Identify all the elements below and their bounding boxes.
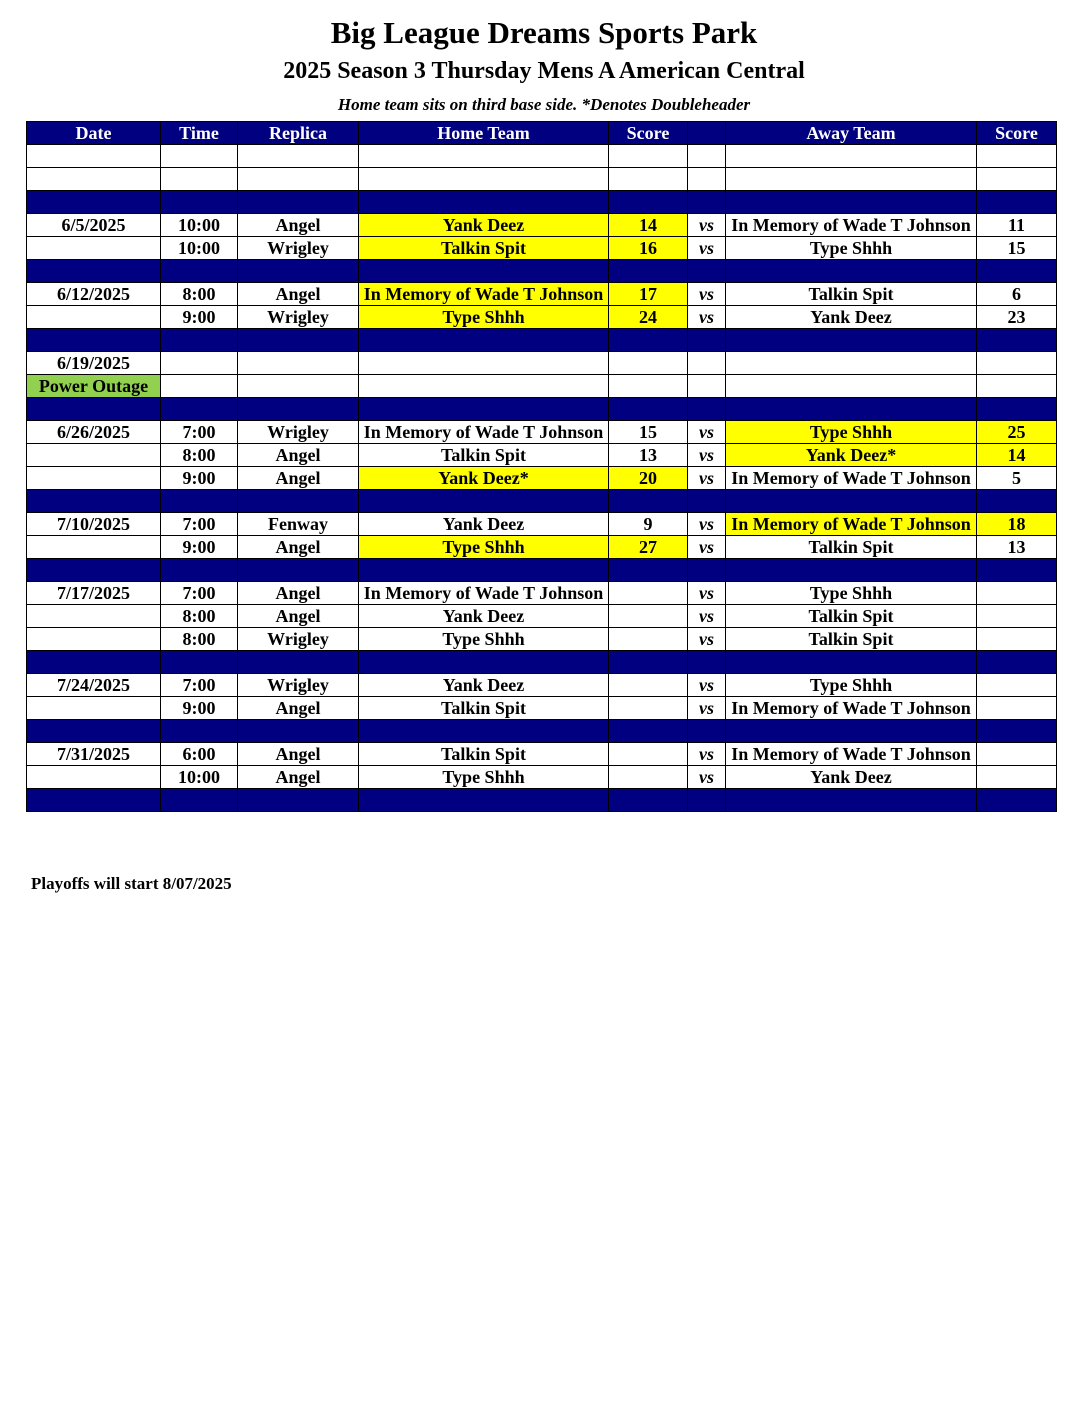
away-score-cell (977, 628, 1057, 651)
away-team-cell (726, 789, 977, 812)
home-team-cell: In Memory of Wade T Johnson (359, 421, 609, 444)
date-cell (27, 628, 161, 651)
away-team-cell (726, 168, 977, 191)
vs-cell (688, 260, 726, 283)
home-score-cell: 9 (609, 513, 688, 536)
home-team-cell (359, 191, 609, 214)
col-header-time: Time (161, 122, 238, 145)
vs-cell (688, 352, 726, 375)
home-team-cell: In Memory of Wade T Johnson (359, 283, 609, 306)
home-score-cell: 16 (609, 237, 688, 260)
vs-cell (688, 168, 726, 191)
table-row (27, 421, 1057, 444)
table-row (27, 237, 1057, 260)
home-team-cell (359, 260, 609, 283)
replica-cell: Angel (238, 214, 359, 237)
col-header-replica: Replica (238, 122, 359, 145)
home-score-cell (609, 628, 688, 651)
table-row (27, 743, 1057, 766)
away-team-cell: In Memory of Wade T Johnson (726, 214, 977, 237)
time-cell: 10:00 (161, 237, 238, 260)
table-row (27, 582, 1057, 605)
away-score-cell (977, 352, 1057, 375)
away-score-cell (977, 168, 1057, 191)
date-cell: 7/24/2025 (27, 674, 161, 697)
replica-cell: Angel (238, 467, 359, 490)
col-header-date: Date (27, 122, 161, 145)
date-cell (27, 145, 161, 168)
date-cell (27, 168, 161, 191)
away-team-cell: Yank Deez (726, 766, 977, 789)
home-score-cell: 20 (609, 467, 688, 490)
table-row (27, 536, 1057, 559)
col-header-away-score: Score (977, 122, 1057, 145)
home-score-cell (609, 743, 688, 766)
vs-cell (688, 329, 726, 352)
home-score-cell (609, 191, 688, 214)
replica-cell: Wrigley (238, 421, 359, 444)
time-cell (161, 375, 238, 398)
away-score-cell: 23 (977, 306, 1057, 329)
col-header-vs (688, 122, 726, 145)
home-team-cell: Talkin Spit (359, 697, 609, 720)
time-cell (161, 398, 238, 421)
date-cell: 6/12/2025 (27, 283, 161, 306)
col-header-home-score: Score (609, 122, 688, 145)
date-cell: 7/17/2025 (27, 582, 161, 605)
vs-cell: vs (688, 628, 726, 651)
home-score-cell (609, 697, 688, 720)
vs-cell (688, 720, 726, 743)
table-row (27, 375, 1057, 398)
home-team-cell (359, 352, 609, 375)
time-cell (161, 145, 238, 168)
home-team-cell: Type Shhh (359, 536, 609, 559)
schedule-note: Home team sits on third base side. *Denotes Doubleheader (337, 95, 751, 114)
home-team-cell (359, 651, 609, 674)
vs-cell (688, 651, 726, 674)
replica-cell: Wrigley (238, 628, 359, 651)
vs-cell: vs (688, 214, 726, 237)
away-score-cell: 14 (977, 444, 1057, 467)
table-row (27, 674, 1057, 697)
vs-cell: vs (688, 697, 726, 720)
vs-cell: vs (688, 605, 726, 628)
time-cell (161, 789, 238, 812)
table-row (27, 444, 1057, 467)
away-team-cell (726, 398, 977, 421)
schedule-body (27, 145, 1057, 812)
away-score-cell (977, 766, 1057, 789)
away-score-cell: 13 (977, 536, 1057, 559)
time-cell: 7:00 (161, 513, 238, 536)
replica-cell (238, 490, 359, 513)
replica-cell: Angel (238, 605, 359, 628)
home-score-cell (609, 168, 688, 191)
time-cell (161, 490, 238, 513)
date-cell (27, 766, 161, 789)
home-team-cell: Type Shhh (359, 766, 609, 789)
away-score-cell (977, 582, 1057, 605)
away-score-cell (977, 490, 1057, 513)
table-row (27, 605, 1057, 628)
away-score-cell (977, 375, 1057, 398)
vs-cell (688, 490, 726, 513)
vs-cell: vs (688, 421, 726, 444)
away-score-cell (977, 651, 1057, 674)
date-cell (27, 398, 161, 421)
home-team-cell: Talkin Spit (359, 743, 609, 766)
time-cell: 7:00 (161, 582, 238, 605)
away-team-cell (726, 260, 977, 283)
home-team-cell: Talkin Spit (359, 444, 609, 467)
vs-cell (688, 398, 726, 421)
vs-cell: vs (688, 306, 726, 329)
away-score-cell: 11 (977, 214, 1057, 237)
time-cell: 9:00 (161, 467, 238, 490)
replica-cell: Angel (238, 766, 359, 789)
vs-cell: vs (688, 582, 726, 605)
date-cell: 7/31/2025 (27, 743, 161, 766)
vs-cell (688, 375, 726, 398)
date-cell (27, 444, 161, 467)
home-score-cell (609, 582, 688, 605)
time-cell: 9:00 (161, 697, 238, 720)
time-cell (161, 651, 238, 674)
table-row (27, 628, 1057, 651)
away-team-cell: In Memory of Wade T Johnson (726, 513, 977, 536)
vs-cell: vs (688, 674, 726, 697)
home-score-cell: 24 (609, 306, 688, 329)
header-row (27, 122, 1057, 145)
time-cell: 7:00 (161, 674, 238, 697)
vs-cell: vs (688, 237, 726, 260)
away-score-cell (977, 674, 1057, 697)
date-cell (27, 605, 161, 628)
time-cell (161, 720, 238, 743)
home-score-cell (609, 559, 688, 582)
away-team-cell (726, 329, 977, 352)
away-team-cell: Type Shhh (726, 421, 977, 444)
separator-row (27, 490, 1057, 513)
away-team-cell (726, 559, 977, 582)
date-cell (27, 559, 161, 582)
home-score-cell: 15 (609, 421, 688, 444)
time-cell (161, 168, 238, 191)
home-score-cell (609, 490, 688, 513)
home-score-cell: 13 (609, 444, 688, 467)
col-header-away-team: Away Team (726, 122, 977, 145)
replica-cell (238, 789, 359, 812)
away-score-cell (977, 398, 1057, 421)
separator-row (27, 398, 1057, 421)
schedule-table (26, 121, 1057, 812)
separator-row (27, 789, 1057, 812)
home-team-cell (359, 490, 609, 513)
replica-cell (238, 375, 359, 398)
home-score-cell (609, 145, 688, 168)
away-team-cell (726, 651, 977, 674)
home-score-cell (609, 260, 688, 283)
time-cell: 6:00 (161, 743, 238, 766)
away-score-cell: 18 (977, 513, 1057, 536)
time-cell: 7:00 (161, 421, 238, 444)
date-cell (27, 306, 161, 329)
replica-cell: Wrigley (238, 237, 359, 260)
date-cell (27, 536, 161, 559)
replica-cell: Angel (238, 743, 359, 766)
playoffs-note: Playoffs will start 8/07/2025 (31, 874, 232, 893)
date-cell: 6/26/2025 (27, 421, 161, 444)
replica-cell: Angel (238, 697, 359, 720)
away-score-cell (977, 329, 1057, 352)
replica-cell: Fenway (238, 513, 359, 536)
home-score-cell: 14 (609, 214, 688, 237)
home-score-cell (609, 375, 688, 398)
away-score-cell (977, 191, 1057, 214)
time-cell: 8:00 (161, 605, 238, 628)
away-team-cell (726, 375, 977, 398)
date-cell (27, 237, 161, 260)
vs-cell: vs (688, 766, 726, 789)
time-cell: 9:00 (161, 306, 238, 329)
vs-cell: vs (688, 536, 726, 559)
replica-cell: Angel (238, 582, 359, 605)
replica-cell (238, 145, 359, 168)
page-title: Big League Dreams Sports Park (330, 15, 758, 50)
date-cell (27, 191, 161, 214)
replica-cell (238, 398, 359, 421)
home-team-cell: Type Shhh (359, 306, 609, 329)
replica-cell (238, 260, 359, 283)
separator-row (27, 329, 1057, 352)
replica-cell: Angel (238, 444, 359, 467)
away-score-cell (977, 559, 1057, 582)
home-score-cell (609, 352, 688, 375)
time-cell: 10:00 (161, 214, 238, 237)
replica-cell (238, 329, 359, 352)
away-score-cell (977, 697, 1057, 720)
vs-cell (688, 789, 726, 812)
table-row (27, 306, 1057, 329)
home-team-cell (359, 720, 609, 743)
separator-row (27, 559, 1057, 582)
home-score-cell (609, 398, 688, 421)
away-team-cell (726, 191, 977, 214)
date-cell: 6/5/2025 (27, 214, 161, 237)
home-team-cell: Yank Deez (359, 513, 609, 536)
away-team-cell (726, 352, 977, 375)
away-score-cell (977, 605, 1057, 628)
table-row (27, 352, 1057, 375)
away-team-cell (726, 720, 977, 743)
home-team-cell (359, 375, 609, 398)
date-cell: Power Outage (27, 375, 161, 398)
home-score-cell (609, 789, 688, 812)
vs-cell: vs (688, 743, 726, 766)
table-row (27, 214, 1057, 237)
replica-cell (238, 191, 359, 214)
home-team-cell (359, 398, 609, 421)
table-row (27, 467, 1057, 490)
replica-cell (238, 720, 359, 743)
home-score-cell (609, 720, 688, 743)
date-cell (27, 697, 161, 720)
away-score-cell: 25 (977, 421, 1057, 444)
date-cell (27, 329, 161, 352)
away-team-cell: Talkin Spit (726, 283, 977, 306)
away-score-cell: 5 (977, 467, 1057, 490)
time-cell (161, 559, 238, 582)
away-score-cell: 6 (977, 283, 1057, 306)
home-team-cell: Yank Deez (359, 214, 609, 237)
away-score-cell (977, 720, 1057, 743)
time-cell (161, 329, 238, 352)
vs-cell (688, 145, 726, 168)
home-team-cell (359, 559, 609, 582)
date-cell: 7/10/2025 (27, 513, 161, 536)
home-team-cell (359, 168, 609, 191)
time-cell: 10:00 (161, 766, 238, 789)
home-score-cell: 17 (609, 283, 688, 306)
vs-cell: vs (688, 467, 726, 490)
home-score-cell: 27 (609, 536, 688, 559)
home-team-cell: Yank Deez (359, 674, 609, 697)
away-team-cell: Type Shhh (726, 237, 977, 260)
replica-cell: Wrigley (238, 306, 359, 329)
separator-row (27, 191, 1057, 214)
col-header-home-team: Home Team (359, 122, 609, 145)
home-team-cell (359, 145, 609, 168)
date-cell (27, 720, 161, 743)
home-team-cell: Yank Deez (359, 605, 609, 628)
replica-cell (238, 352, 359, 375)
vs-cell: vs (688, 444, 726, 467)
away-team-cell: In Memory of Wade T Johnson (726, 743, 977, 766)
away-team-cell: Type Shhh (726, 674, 977, 697)
date-cell (27, 789, 161, 812)
time-cell: 8:00 (161, 283, 238, 306)
vs-cell (688, 559, 726, 582)
table-row (27, 697, 1057, 720)
blank-row (27, 145, 1057, 168)
away-team-cell (726, 145, 977, 168)
home-team-cell: Yank Deez* (359, 467, 609, 490)
away-score-cell (977, 789, 1057, 812)
home-score-cell (609, 651, 688, 674)
time-cell (161, 352, 238, 375)
date-cell (27, 467, 161, 490)
home-team-cell: Talkin Spit (359, 237, 609, 260)
away-score-cell (977, 145, 1057, 168)
vs-cell: vs (688, 513, 726, 536)
home-team-cell (359, 329, 609, 352)
date-cell (27, 651, 161, 674)
date-cell: 6/19/2025 (27, 352, 161, 375)
away-team-cell: In Memory of Wade T Johnson (726, 697, 977, 720)
time-cell (161, 260, 238, 283)
away-team-cell: Talkin Spit (726, 536, 977, 559)
home-score-cell (609, 766, 688, 789)
away-team-cell: Talkin Spit (726, 628, 977, 651)
replica-cell: Angel (238, 536, 359, 559)
home-score-cell (609, 605, 688, 628)
replica-cell: Angel (238, 283, 359, 306)
time-cell (161, 191, 238, 214)
table-row (27, 513, 1057, 536)
home-score-cell (609, 674, 688, 697)
league-subtitle: 2025 Season 3 Thursday Mens A American Central (283, 58, 805, 84)
replica-cell: Wrigley (238, 674, 359, 697)
replica-cell (238, 559, 359, 582)
table-row (27, 283, 1057, 306)
away-team-cell: Talkin Spit (726, 605, 977, 628)
home-team-cell: In Memory of Wade T Johnson (359, 582, 609, 605)
away-team-cell: Yank Deez* (726, 444, 977, 467)
date-cell (27, 490, 161, 513)
home-team-cell (359, 789, 609, 812)
replica-cell (238, 168, 359, 191)
time-cell: 9:00 (161, 536, 238, 559)
home-score-cell (609, 329, 688, 352)
time-cell: 8:00 (161, 444, 238, 467)
away-team-cell: Yank Deez (726, 306, 977, 329)
vs-cell (688, 191, 726, 214)
away-team-cell: Type Shhh (726, 582, 977, 605)
away-team-cell (726, 490, 977, 513)
vs-cell: vs (688, 283, 726, 306)
table-row (27, 766, 1057, 789)
separator-row (27, 651, 1057, 674)
blank-row (27, 168, 1057, 191)
separator-row (27, 720, 1057, 743)
away-team-cell: In Memory of Wade T Johnson (726, 467, 977, 490)
away-score-cell: 15 (977, 237, 1057, 260)
date-cell (27, 260, 161, 283)
home-team-cell: Type Shhh (359, 628, 609, 651)
away-score-cell (977, 743, 1057, 766)
separator-row (27, 260, 1057, 283)
away-score-cell (977, 260, 1057, 283)
replica-cell (238, 651, 359, 674)
time-cell: 8:00 (161, 628, 238, 651)
